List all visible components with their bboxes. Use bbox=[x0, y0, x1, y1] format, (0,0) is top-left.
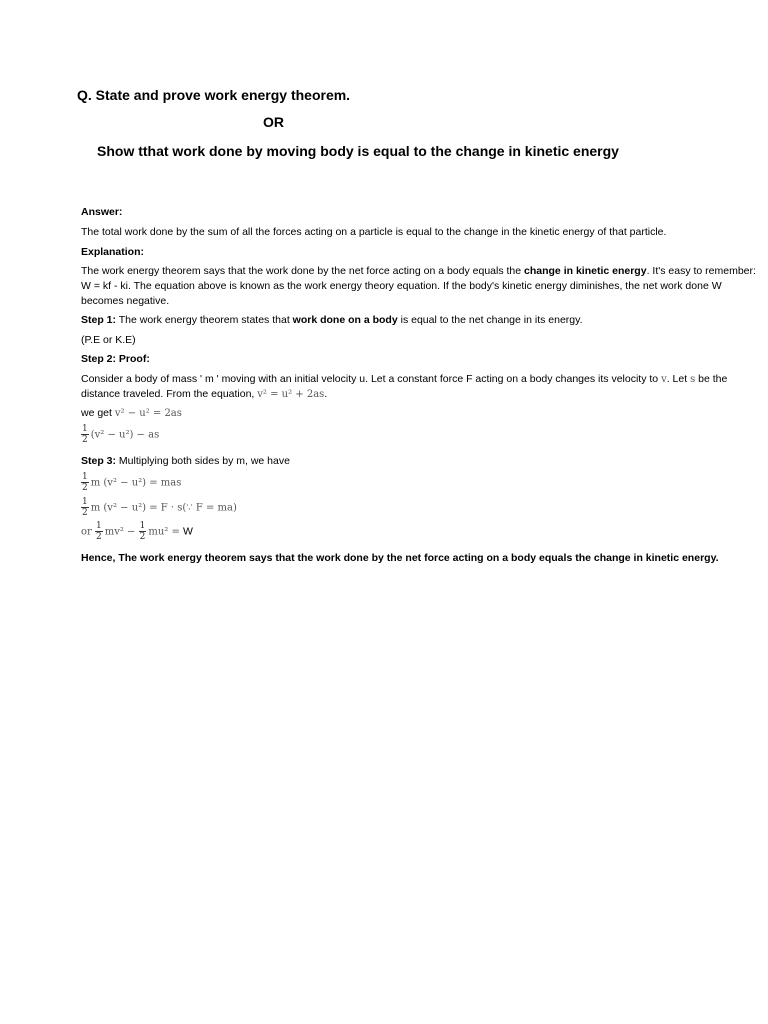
step3-paragraph bbox=[81, 454, 761, 469]
answer-label: Answer: bbox=[81, 206, 123, 218]
conclusion: Hence, The work energy theorem says that the work done by the net force acting on a body equals the change in kinetic energy. bbox=[81, 552, 719, 564]
step2-label: Step 2: Proof: bbox=[81, 353, 150, 365]
explanation-label: Explanation: bbox=[81, 246, 145, 258]
velocity-v: v bbox=[661, 374, 667, 385]
equation-4 bbox=[81, 521, 761, 542]
equation-4-part-a: mv² − bbox=[104, 526, 139, 538]
or-separator: OR bbox=[263, 114, 284, 130]
explanation-paragraph bbox=[81, 264, 761, 309]
step1-paragraph bbox=[81, 313, 761, 328]
step1-text-1: The work energy theorem states that bbox=[116, 314, 293, 326]
step1-label: Step 1: bbox=[81, 314, 117, 326]
motion-equation: v² = u² + 2as bbox=[257, 389, 325, 400]
work-w: W bbox=[183, 525, 193, 538]
step1-text-2: is equal to the net change in its energy. bbox=[397, 314, 583, 326]
consider-text-1: Consider a body of mass ' m ' moving with an initial velocity u. Let a constant force F acting on a body changes its velocity to bbox=[81, 373, 662, 385]
equation-4-part-b: mu² = bbox=[148, 526, 184, 538]
explanation-bold: change in kinetic energy bbox=[524, 265, 647, 277]
answer-text: The total work done by the sum of all the forces acting on a particle is equal to the change in the kinetic energy of that particle. bbox=[81, 226, 667, 238]
consider-end: . bbox=[324, 388, 328, 400]
half-fraction: $\frac{1}{2}$ bbox=[82, 424, 88, 445]
consider-paragraph bbox=[81, 372, 761, 402]
half-fraction: $\frac{1}{2}$ bbox=[82, 497, 88, 518]
half-fraction: $\frac{1}{2}$ bbox=[82, 472, 88, 493]
consider-text-3: be the distance traveled. From the equation, bbox=[81, 373, 728, 400]
we-get-equation: v² − u² = 2as bbox=[114, 408, 182, 419]
pe-ke-note: (P.E or K.E) bbox=[81, 334, 136, 346]
explanation-text-1: The work energy theorem says that the work done by the net force acting on a body equals the bbox=[81, 265, 525, 277]
equation-3 bbox=[81, 497, 761, 518]
equation-2-body: m (v² − u²) = mas bbox=[90, 477, 182, 489]
equation-1 bbox=[81, 424, 761, 445]
we-get-label: we get bbox=[81, 407, 115, 419]
half-fraction: $\frac{1}{2}$ bbox=[95, 521, 102, 542]
equation-2 bbox=[81, 472, 761, 493]
or-prefix: or bbox=[81, 526, 95, 538]
equation-3-body: m (v² − u²) = F · s(∵ F = ma) bbox=[90, 502, 237, 514]
step1-bold: work done on a body bbox=[292, 314, 398, 326]
half-fraction: $\frac{1}{2}$ bbox=[139, 521, 146, 542]
equation-1-body: (v² − u²) − as bbox=[90, 429, 160, 441]
step3-label: Step 3: bbox=[81, 455, 117, 467]
distance-s: s bbox=[690, 374, 696, 385]
explanation-text-2: . It's easy to remember: W = kf - ki. The equation above is known as the work energy theory equation. If the body's kinetic energy diminishes, the net work done W becomes negative. bbox=[81, 265, 756, 307]
we-get-line bbox=[81, 406, 761, 421]
question-heading: Q. State and prove work energy theorem. bbox=[77, 87, 351, 103]
consider-text-2: . Let bbox=[666, 373, 691, 385]
alternate-question: Show tthat work done by moving body is equal to the change in kinetic energy bbox=[97, 143, 619, 159]
step3-text: Multiplying both sides by m, we have bbox=[116, 455, 290, 467]
